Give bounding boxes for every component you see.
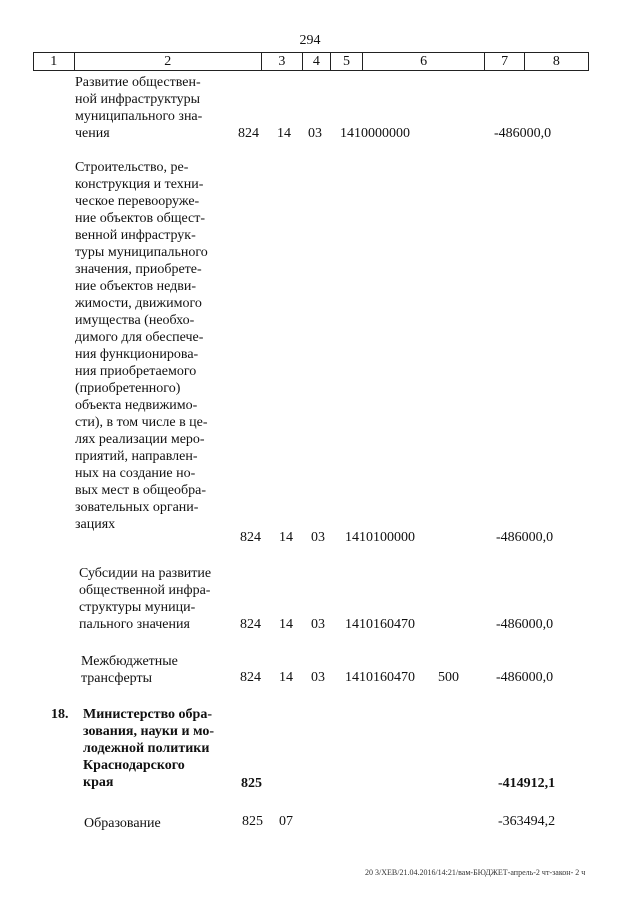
cell-c3: 825 [242,814,263,829]
cell-c6: 1410100000 [345,530,415,545]
desc-line: Образование [84,816,161,831]
cell-c5: 03 [311,617,325,632]
cell-c4: 14 [279,617,293,632]
row-description [75,74,225,142]
column-header-5: 5 [331,53,363,70]
cell-c3: 824 [238,126,259,141]
row-description [75,159,225,533]
desc-line: структуры муници- [79,600,196,615]
column-header-2: 2 [75,53,263,70]
desc-line: (приобретенного) [75,381,181,396]
desc-line: имущества (необхо- [75,313,195,328]
desc-line: туры муниципального [75,245,208,260]
desc-line: края [83,775,114,790]
desc-line: значения, приобрете- [75,262,202,277]
desc-line: димого для обеспече- [75,330,204,345]
desc-line: ния приобретаемого [75,364,197,379]
cell-c4: 14 [279,530,293,545]
cell-c5: 03 [311,670,325,685]
table-header [33,52,589,71]
cell-c7: 500 [438,670,459,685]
desc-line: Межбюджетные [81,654,178,669]
cell-c3: 824 [240,670,261,685]
desc-line: зовательных органи- [75,500,199,515]
column-header-6: 6 [363,53,485,70]
cell-c5: 03 [308,126,322,141]
desc-line: вых мест в общеобра- [75,483,206,498]
cell-c8: -486000,0 [496,530,554,545]
desc-line: лодежной политики [83,741,210,756]
page-number: 294 [299,33,321,48]
desc-line: жимости, движимого [75,296,202,311]
cell-c3: 824 [240,530,261,545]
desc-line: Краснодарского [83,758,185,773]
cell-c3: 824 [240,617,261,632]
cell-c5: 03 [311,530,325,545]
cell-c8: -414912,1 [498,776,556,791]
desc-line: Министерство обра- [83,707,213,722]
desc-line: сти), в том числе в це- [75,415,208,430]
footer-text: 20 3/ХЕВ/21.04.2016/14:21/вам-БЮДЖЕТ-апрель-2 чт-закон- 2 ч [365,868,586,877]
desc-line: чения [75,126,110,141]
cell-c8: -486000,0 [494,126,552,141]
row-description [79,565,229,633]
column-header-1: 1 [34,53,75,70]
desc-line: венной инфраструк- [75,228,196,243]
desc-line: конструкция и техни- [75,177,204,192]
desc-line: трансферты [81,671,153,686]
cell-c6: 1410160470 [345,617,415,632]
cell-c8: -486000,0 [496,617,554,632]
section-number: 18. [51,707,69,722]
desc-line: ных на создание но- [75,466,196,481]
column-header-8: 8 [552,53,560,69]
desc-line: зования, науки и мо- [83,724,215,739]
desc-line: зациях [75,517,116,532]
desc-line: Развитие обществен- [75,75,201,90]
cell-c8: -486000,0 [496,670,554,685]
desc-line: муниципального зна- [75,109,203,124]
cell-c4: 14 [277,126,291,141]
cell-c6: 1410160470 [345,670,415,685]
desc-line: ние объектов недви- [75,279,196,294]
cell-c4: 14 [279,670,293,685]
desc-line: ческое перевооруже- [75,194,200,209]
column-header-7: 7 [485,53,525,70]
row-description [81,653,231,687]
cell-c4: 07 [279,814,293,829]
desc-line: пального значения [79,617,190,632]
row-description [83,706,233,791]
desc-line: Субсидии на развитие [79,566,212,581]
cell-c6: 1410000000 [340,126,410,141]
desc-line: объекта недвижимо- [75,398,198,413]
column-header-4: 4 [303,53,332,70]
desc-line: приятий, направлен- [75,449,198,464]
row-description [84,815,161,832]
desc-line: Строительство, ре- [75,160,189,175]
desc-line: лях реализации меро- [75,432,205,447]
desc-line: ния функционирова- [75,347,199,362]
desc-line: общественной инфра- [79,583,211,598]
cell-c8: -363494,2 [498,814,556,829]
cell-c3: 825 [241,776,262,791]
column-header-3: 3 [262,53,303,70]
desc-line: ние объектов общест- [75,211,206,226]
desc-line: ной инфраструктуры [75,92,201,107]
